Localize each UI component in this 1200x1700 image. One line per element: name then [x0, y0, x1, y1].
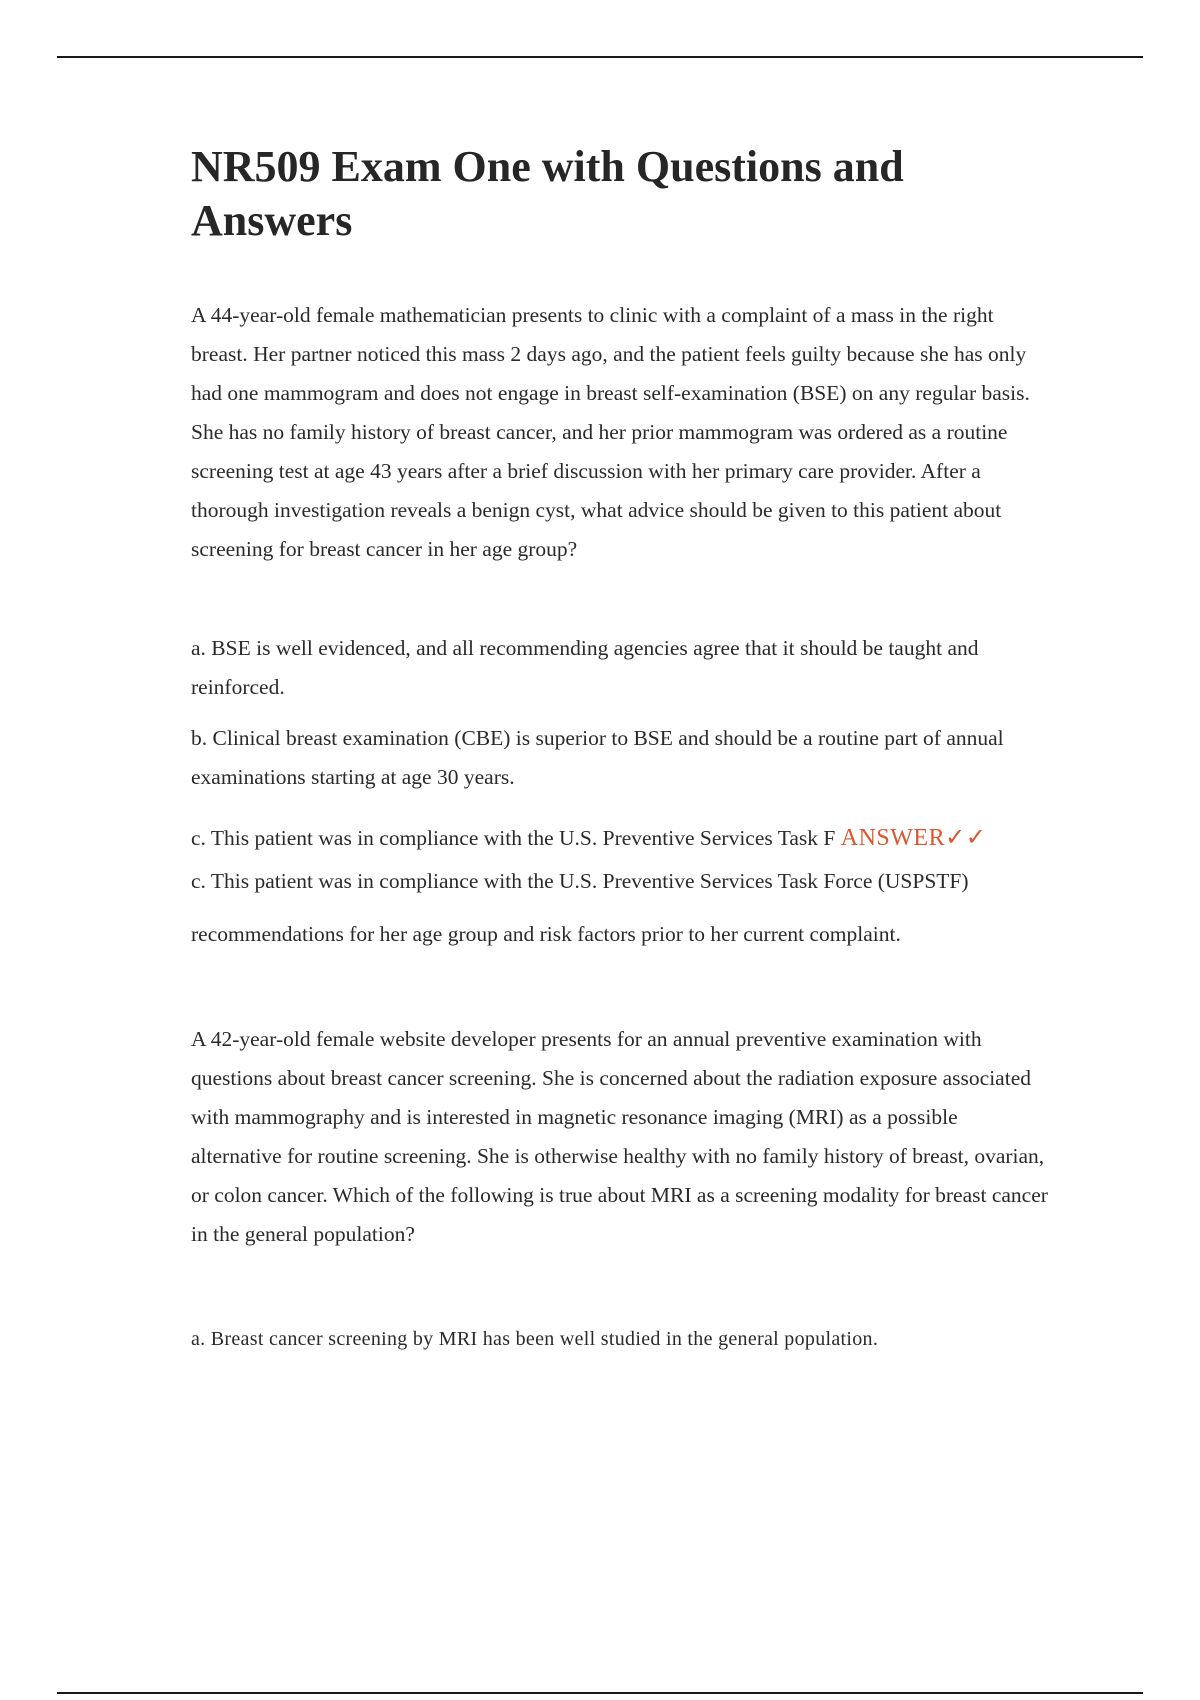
question-1-option-a: a. BSE is well evidenced, and all recommending agencies agree that it should be taught and reinforced. — [191, 636, 979, 699]
question-1-option-c-truncated: c. This patient was in compliance with the U.S. Preventive Services Task F — [191, 826, 836, 850]
question-1-option-b: b. Clinical breast examination (CBE) is superior to BSE and should be a routine part of annual examinations starting at age 30 years. — [191, 726, 1004, 789]
document-title: NR509 Exam One with Questions and Answers — [191, 142, 904, 245]
document-body — [191, 140, 1051, 1359]
question-1-option-c-answer-line — [191, 819, 1051, 858]
question-1-stem: A 44-year-old female mathematician presents to clinic with a complaint of a mass in the right breast. Her partner noticed this mass 2 days ago, and the patient feels guilty because she has only had one mammogram and does not engage in breast self-examination (BSE) on any regular basis. She has no family history of breast cancer, and her prior mammogram was ordered as a routine screening test at age 43 years after a brief discussion with her primary care provider. After a thorough investigation reveals a benign cyst, what advice should be given to this patient about screening for breast cancer in her age group? — [191, 303, 1030, 561]
question-1-option-c-line1: c. This patient was in compliance with the U.S. Preventive Services Task Force (USPSTF) — [191, 869, 969, 893]
answer-marker: ANSWER✓✓ — [840, 825, 987, 851]
question-2-stem: A 42-year-old female website developer presents for an annual preventive examination with questions about breast cancer screening. She is concerned about the radiation exposure associated with mammography and is interested in magnetic resonance imaging (MRI) as a possible alternative for routine screening. She is otherwise healthy with no family history of breast, ovarian, or colon cancer. Which of the following is true about MRI as a screening modality for breast cancer in the general population? — [191, 1027, 1048, 1246]
question-2-option-a: a. Breast cancer screening by MRI has been well studied in the general population. — [191, 1328, 879, 1350]
bottom-rule — [57, 1692, 1143, 1694]
top-rule — [57, 56, 1143, 58]
question-1-option-c-line2: recommendations for her age group and risk factors prior to her current complaint. — [191, 922, 901, 946]
